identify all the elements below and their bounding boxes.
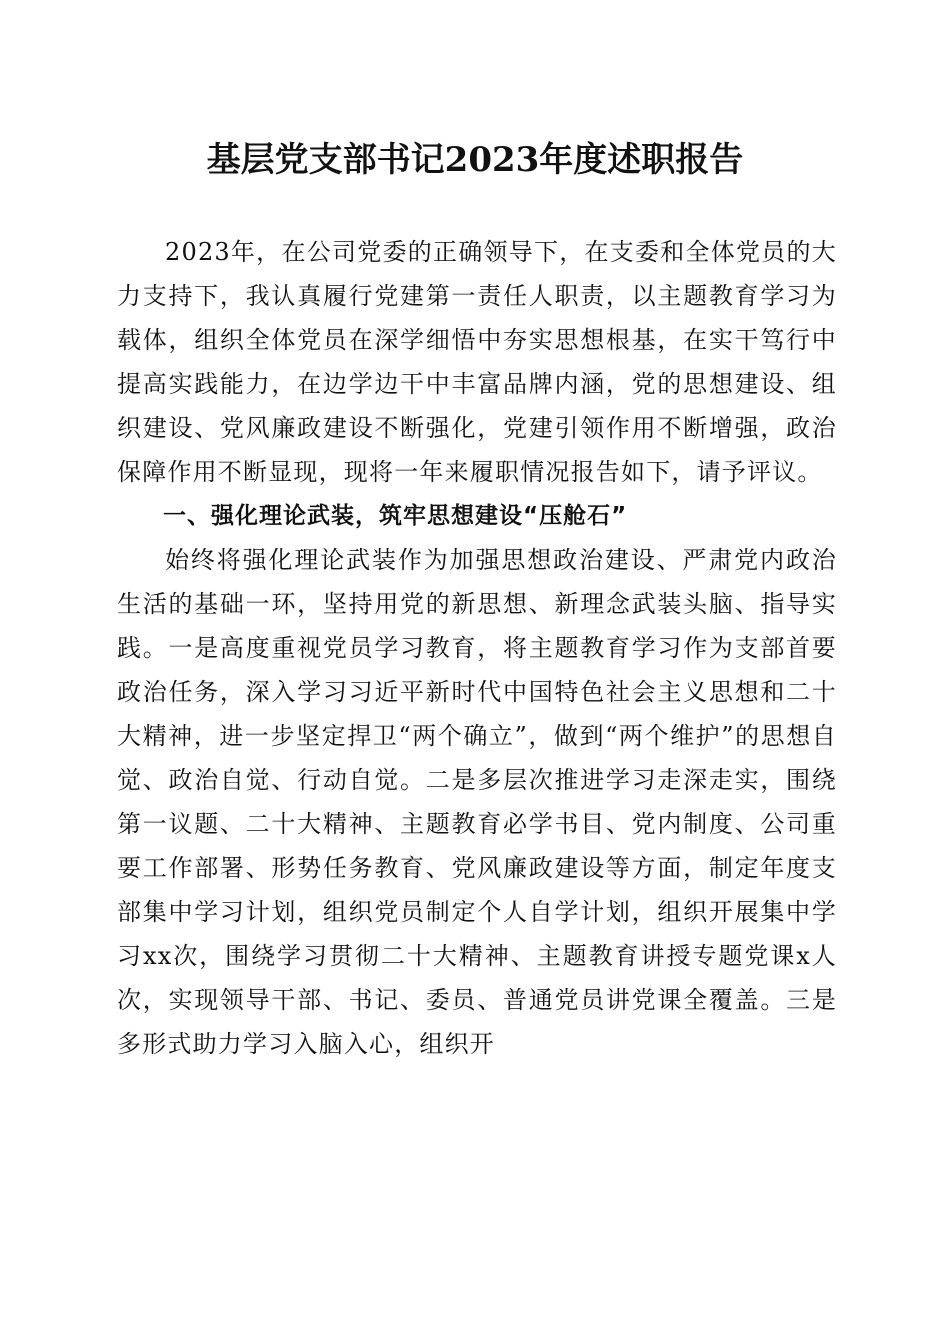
section-heading: 一、强化理论武装，筑牢思想建设“压舱石” [163, 503, 628, 529]
intro-paragraph: 2023年，在公司党委的正确领导下，在支委和全体党员的大力支持下，我认真履行党建第一责任人职责，以主题教育学习为载体，组织全体党员在深学细悟中夯实思想根基，在实干笃行中提高实践能力，在边学边干中丰富品牌内涵，党的思想建设、组织建设、党风廉政建设不断强化，党建引领作用不断增强，政治保障作用不断显现，现将一年来履职情况报告如下，请予评议。 [117, 238, 837, 486]
document-title: 基层党支部书记2023年度述职报告 [206, 140, 744, 180]
section-paragraph: 始终将强化理论武装作为加强思想政治建设、严肃党内政治生活的基础一环，坚持用党的新思想、新理念武装头脑、指导实践。一是高度重视党员学习教育，将主题教育学习作为支部首要政治任务，深入学习习近平新时代中国特色社会主义思想和二十大精神，进一步坚定捍卫“两个确立”，做到“两个维护”的思想自觉、政治自觉、行动自觉。二是多层次推进学习走深走实，围绕第一议题、二十大精神、主题教育必学书目、党内制度、公司重要工作部署、形势任务教育、党风廉政建设等方面，制定年度支部集中学习计划，组织党员制定个人自学计划，组织开展集中学习xx次，围绕学习贯彻二十大精神、主题教育讲授专题党课x人次，实现领导干部、书记、委员、普通党员讲党课全覆盖。三是多形式助力学习入脑入心，组织开 [117, 546, 837, 1058]
document-body [117, 230, 837, 1066]
